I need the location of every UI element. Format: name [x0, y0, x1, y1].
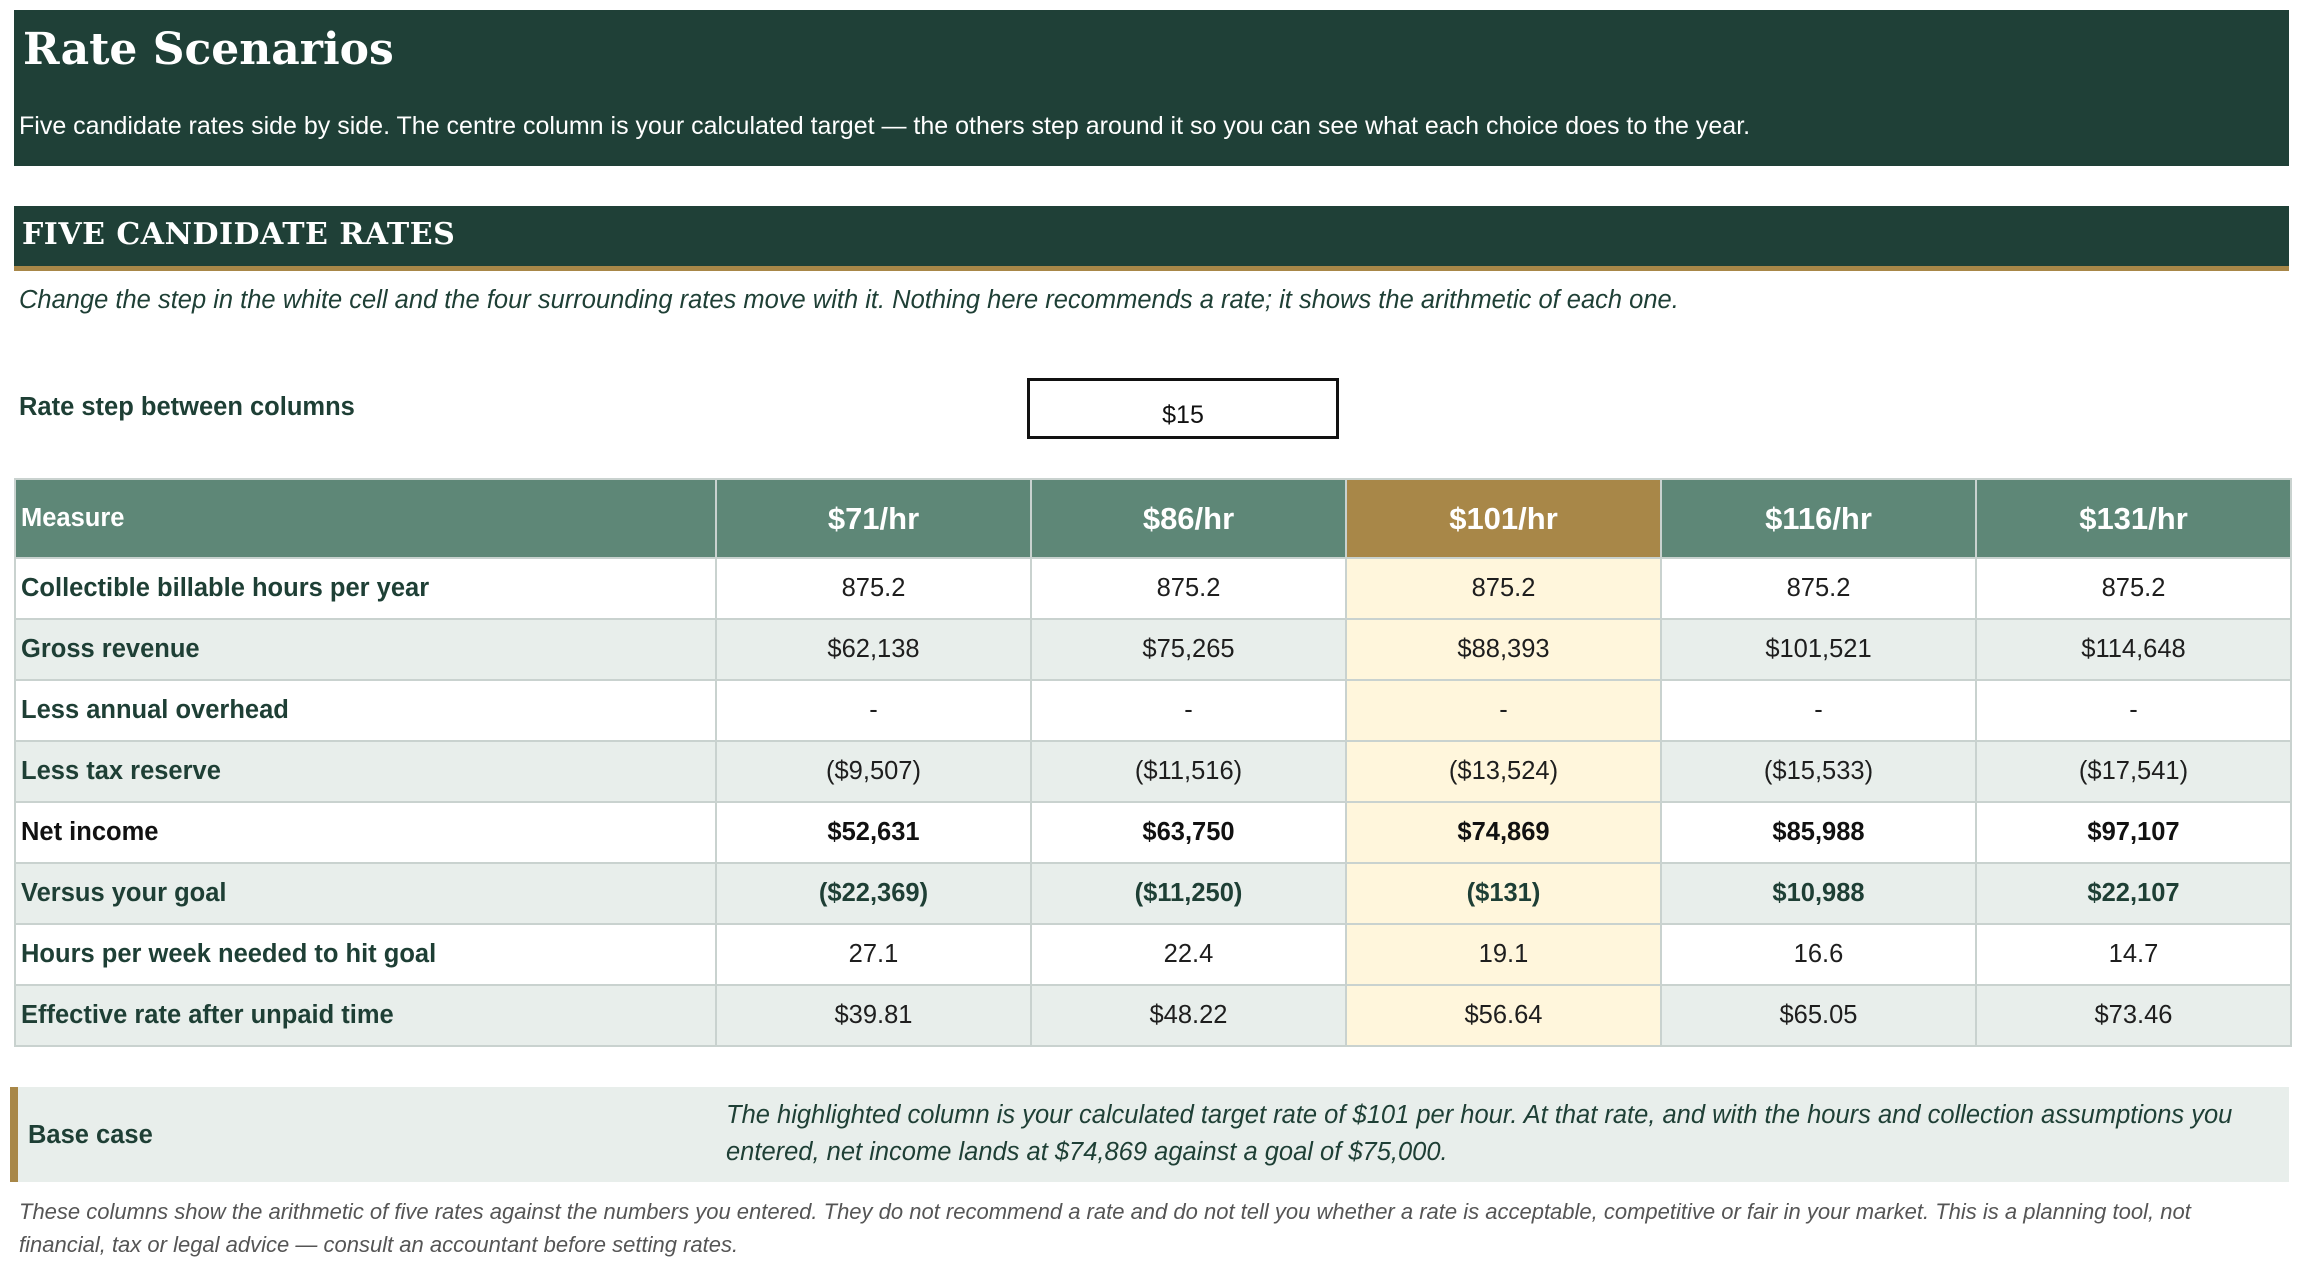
- table-cell: ($9,507): [716, 741, 1031, 802]
- table-cell: 27.1: [716, 924, 1031, 985]
- rate-column-header: $116/hr: [1661, 479, 1976, 558]
- row-label: Versus your goal: [15, 863, 716, 924]
- table-cell: ($22,369): [716, 863, 1031, 924]
- table-cell: -: [1346, 680, 1661, 741]
- table-cell: 875.2: [1031, 558, 1346, 619]
- table-row: [15, 741, 2291, 802]
- measure-header: Measure: [15, 479, 716, 558]
- table-row: [15, 863, 2291, 924]
- disclaimer-text: These columns show the arithmetic of five rates against the numbers you entered. They do not recommend a rate and do not tell you whether a rate is acceptable, competitive or fair in your market. This is a planning tool, not financial, tax or legal advice — consult an accountant before setting rates.: [19, 1199, 2191, 1257]
- table-cell: $97,107: [1976, 802, 2291, 863]
- target-rate-column-header: $101/hr: [1346, 479, 1661, 558]
- table-cell: $63,750: [1031, 802, 1346, 863]
- row-label: Hours per week needed to hit goal: [15, 924, 716, 985]
- table-cell: $88,393: [1346, 619, 1661, 680]
- table-cell: $75,265: [1031, 619, 1346, 680]
- table-cell: $101,521: [1661, 619, 1976, 680]
- table-cell: 875.2: [1346, 558, 1661, 619]
- table-header-row: [15, 479, 2291, 558]
- table-cell: -: [716, 680, 1031, 741]
- table-cell: $52,631: [716, 802, 1031, 863]
- table-cell: ($15,533): [1661, 741, 1976, 802]
- table-row: [15, 558, 2291, 619]
- table-cell: 14.7: [1976, 924, 2291, 985]
- table-cell: ($11,516): [1031, 741, 1346, 802]
- row-label: Gross revenue: [15, 619, 716, 680]
- table-cell: $114,648: [1976, 619, 2291, 680]
- base-case-panel: [10, 1087, 2289, 1182]
- table-cell: $74,869: [1346, 802, 1661, 863]
- table-cell: $85,988: [1661, 802, 1976, 863]
- section-title: FIVE CANDIDATE RATES: [22, 217, 456, 252]
- table-cell: 19.1: [1346, 924, 1661, 985]
- table-cell: 875.2: [716, 558, 1031, 619]
- table-cell: 16.6: [1661, 924, 1976, 985]
- row-label: Less tax reserve: [15, 741, 716, 802]
- table-row: [15, 802, 2291, 863]
- table-cell: $22,107: [1976, 863, 2291, 924]
- rate-step-label: Rate step between columns: [19, 393, 355, 421]
- rate-column-header: $131/hr: [1976, 479, 2291, 558]
- table-cell: ($13,524): [1346, 741, 1661, 802]
- base-case-label: Base case: [28, 1121, 153, 1149]
- table-cell: $10,988: [1661, 863, 1976, 924]
- section-header: [14, 206, 2289, 271]
- table-cell: $62,138: [716, 619, 1031, 680]
- rate-step-input[interactable]: $15: [1027, 378, 1339, 439]
- table-cell: $56.64: [1346, 985, 1661, 1046]
- row-label: Less annual overhead: [15, 680, 716, 741]
- page-subtitle: Five candidate rates side by side. The centre column is your calculated target — the others step around it so you can see what each choice does to the year.: [19, 112, 1751, 140]
- table-row: [15, 924, 2291, 985]
- table-cell: ($17,541): [1976, 741, 2291, 802]
- table-row: [15, 680, 2291, 741]
- page-header: [14, 10, 2289, 166]
- rate-column-header: $86/hr: [1031, 479, 1346, 558]
- table-row: [15, 619, 2291, 680]
- row-label: Net income: [15, 802, 716, 863]
- table-cell: 22.4: [1031, 924, 1346, 985]
- table-row: [15, 985, 2291, 1046]
- table-cell: $65.05: [1661, 985, 1976, 1046]
- page-title: Rate Scenarios: [23, 24, 394, 75]
- row-label: Effective rate after unpaid time: [15, 985, 716, 1046]
- table-cell: 875.2: [1976, 558, 2291, 619]
- table-cell: -: [1031, 680, 1346, 741]
- table-cell: -: [1661, 680, 1976, 741]
- table-cell: ($11,250): [1031, 863, 1346, 924]
- scenario-table: [14, 478, 2292, 1047]
- table-cell: -: [1976, 680, 2291, 741]
- row-label: Collectible billable hours per year: [15, 558, 716, 619]
- section-instruction: Change the step in the white cell and the four surrounding rates move with it. Nothing here recommends a rate; it shows the arithmetic of each one.: [19, 286, 1679, 314]
- table-cell: $39.81: [716, 985, 1031, 1046]
- base-case-text: The highlighted column is your calculated target rate of $101 per hour. At that rate, and with the hours and collection assumptions you entered, net income lands at $74,869 against a goal of $75,000.: [726, 1101, 2233, 1166]
- table-cell: $73.46: [1976, 985, 2291, 1046]
- rate-column-header: $71/hr: [716, 479, 1031, 558]
- table-cell: ($131): [1346, 863, 1661, 924]
- table-cell: $48.22: [1031, 985, 1346, 1046]
- table-cell: 875.2: [1661, 558, 1976, 619]
